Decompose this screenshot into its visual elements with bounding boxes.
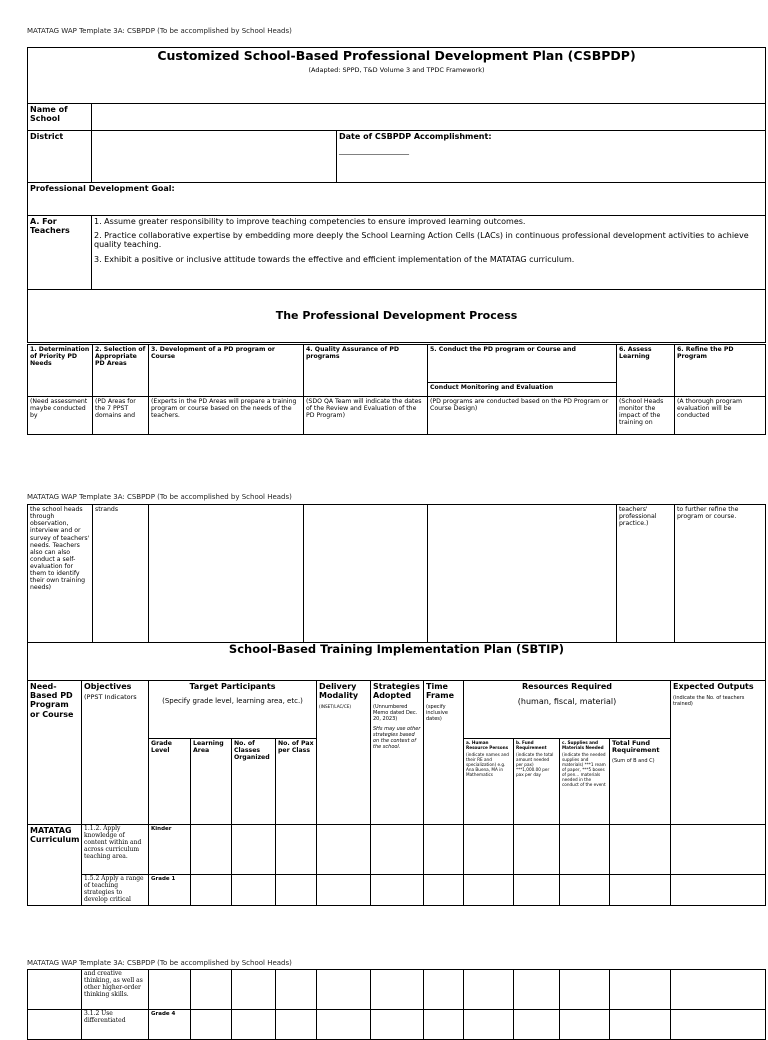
sbtip-expected-sub: (indicate the No. of teachers trained) [673, 695, 745, 708]
process-header-3: 3. Development of a PD program or Course [149, 345, 304, 397]
sbtip-cell[interactable] [191, 875, 232, 906]
process-cell-2: (PD Areas for the 7 PPST domains and [93, 397, 149, 435]
monitoring-header: Conduct Monitoring and Evaluation [428, 383, 617, 397]
for-teachers-label: A. For Teachers [28, 216, 92, 290]
sbtip-cell[interactable] [28, 970, 82, 1010]
sbtip-cell[interactable] [28, 1010, 82, 1040]
sbtip-cell[interactable] [671, 970, 766, 1010]
sbtip-res-c-header: c. Supplies and Materials Needed [562, 740, 604, 751]
process-cont-cell-5 [428, 505, 617, 643]
sbtip-time-header: Time Frame [426, 682, 455, 701]
date-label: Date of CSBPDP Accomplishment: [339, 132, 492, 141]
goal-label: Professional Development Goal: [28, 183, 766, 216]
process-cont-cell-6: teachers' professional practice.) [617, 505, 675, 643]
sbtip-cell[interactable] [610, 1010, 671, 1040]
sbtip-cell[interactable] [464, 875, 514, 906]
sbtip-program-name: MATATAG Curriculum [28, 825, 82, 906]
process-cont-cell-1: the school heads through observation, interview and or survey of teachers' needs. Teachers also can also conduct a self-evaluation for them to identify their own training needs) [28, 505, 93, 643]
process-table-cont [27, 504, 766, 681]
sbtip-title: School-Based Training Implementation Plan (SBTIP) [228, 642, 565, 656]
sbtip-strategies-header: Strategies Adopted [373, 682, 420, 701]
sbtip-cell[interactable] [464, 970, 514, 1010]
process-header-2: 2. Selection of Appropriate PD Areas [93, 345, 149, 397]
sbtip-resources-header: Resources Required [521, 682, 613, 691]
sbtip-objectives-sub: (PPST Indicators [84, 693, 137, 702]
sbtip-cell[interactable] [671, 825, 766, 875]
sbtip-cell[interactable] [276, 1010, 317, 1040]
sbtip-cell[interactable] [232, 1010, 276, 1040]
sbtip-total-header: Total Fund Requirement [612, 739, 660, 755]
goal-1: 1. Assume greater responsibility to improve teaching competencies to ensure improved learning outcomes. [94, 217, 526, 226]
sbtip-delivery-sub: (INSET/LAC/CE) [319, 704, 352, 710]
sbtip-cell[interactable] [464, 1010, 514, 1040]
sbtip-time-sub: (specify inclusive dates) [426, 704, 448, 723]
sbtip-target-sub: (Specify grade level, learning area, etc.) [162, 697, 303, 706]
sbtip-objective-1: 1.1.2. Apply knowledge of content within and across curriculum teaching area. [82, 825, 149, 875]
goal-2: 2. Practice collaborative expertise by embedding more deeply the School Learning Action Cells (LACs) in continuous professional development activities to achieve quality teaching. [94, 231, 749, 250]
sbtip-cell[interactable] [232, 970, 276, 1010]
sbtip-cell[interactable] [317, 825, 371, 875]
sbtip-grade-1: Kinder [149, 825, 191, 875]
district-field[interactable] [92, 131, 337, 183]
sbtip-total-sub: (Sum of B and C) [612, 757, 655, 764]
sbtip-area-header: Learning Area [191, 739, 232, 825]
sbtip-grade-4: Grade 4 [149, 1010, 191, 1040]
sbtip-cell[interactable] [424, 970, 464, 1010]
sbtip-res-a-header: a. Human Resource Persons [466, 740, 509, 751]
sbtip-cell[interactable] [276, 825, 317, 875]
process-cont-cell-7: to further refine the program or course. [675, 505, 766, 643]
sbtip-table [27, 680, 766, 906]
sbtip-res-a-sub: (indicate names and their RE and specialization) e.g. Ana Buena, MA in Mathematics [466, 752, 509, 778]
sbtip-cell[interactable] [232, 825, 276, 875]
sbtip-cell[interactable] [149, 970, 191, 1010]
page-header-3: MATATAG WAP Template 3A: CSBPDP (To be accomplished by School Heads) [27, 959, 292, 967]
sbtip-strategies-sub1: (Unnumbered Memo dated Dec. 20, 2023) [373, 704, 418, 723]
sbtip-cell[interactable] [671, 1010, 766, 1040]
sbtip-res-c-sub: (indicate the needed supplies and materials) ***1 ream of paper, ***5 boxes of pen... materials needed in the conduct of the event [562, 752, 606, 788]
sbtip-delivery-header: Delivery Modality [319, 682, 359, 701]
process-cell-1: (Need assessment maybe conducted by [28, 397, 93, 435]
sbtip-table-cont [27, 969, 766, 1040]
sbtip-cell[interactable] [191, 970, 232, 1010]
sbtip-expected-header: Expected Outputs [673, 682, 754, 691]
sbtip-grade-header: Grade Level [149, 739, 191, 825]
sbtip-cell[interactable] [560, 875, 610, 906]
sbtip-cell[interactable] [514, 1010, 560, 1040]
sbtip-resources-sub: (human, fiscal, material) [517, 697, 617, 707]
process-header-5: 5. Conduct the PD program or Course and [428, 345, 617, 383]
sbtip-cell[interactable] [371, 970, 424, 1010]
sbtip-cell[interactable] [191, 1010, 232, 1040]
sbtip-cell[interactable] [560, 970, 610, 1010]
csbpdp-subtitle: (Adapted: SPPD, T&D Volume 3 and TPDC Framework) [308, 66, 485, 75]
sbtip-cell[interactable] [514, 875, 560, 906]
sbtip-need-header: Need-Based PD Program or Course [28, 681, 82, 825]
csbpdp-title: Customized School-Based Professional Development Plan (CSBPDP) [157, 48, 636, 63]
sbtip-cell[interactable] [371, 875, 424, 906]
sbtip-cell[interactable] [560, 1010, 610, 1040]
process-cont-cell-3 [149, 505, 304, 643]
process-title: The Professional Development Process [275, 308, 518, 322]
date-blank: ____________________ [339, 147, 409, 156]
sbtip-cell[interactable] [514, 970, 560, 1010]
sbtip-cell[interactable] [424, 875, 464, 906]
sbtip-strategies-sub2: SHs may use other strategies based on the context of the school. [373, 726, 421, 751]
process-cont-cell-4 [304, 505, 428, 643]
sbtip-cell[interactable] [317, 1010, 371, 1040]
page-header-2: MATATAG WAP Template 3A: CSBPDP (To be accomplished by School Heads) [27, 493, 292, 501]
sbtip-cell[interactable] [276, 875, 317, 906]
sbtip-classes-header: No. of Classes Organized [232, 739, 276, 825]
sbtip-cell[interactable] [276, 970, 317, 1010]
sbtip-cell[interactable] [371, 1010, 424, 1040]
process-cell-6: (School Heads monitor the impact of the training on [617, 397, 675, 435]
sbtip-cell[interactable] [232, 875, 276, 906]
goal-3: 3. Exhibit a positive or inclusive attitude towards the effective and efficient implementation of the MATATAG curriculum. [94, 254, 575, 264]
process-cell-5: (PD programs are conducted based on the PD Program or Course Design) [428, 397, 617, 435]
process-table [27, 344, 766, 435]
name-of-school-field[interactable] [92, 104, 766, 131]
process-cell-7: (A thorough program evaluation will be conducted [675, 397, 766, 435]
sbtip-pax-header: No. of Pax per Class [276, 739, 317, 825]
process-cell-3: (Experts in the PD Areas will prepare a training program or course based on the needs of the teachers. [149, 397, 304, 435]
sbtip-cell[interactable] [317, 970, 371, 1010]
district-label: District [28, 131, 92, 183]
sbtip-target-header: Target Participants [189, 682, 276, 691]
sbtip-cell[interactable] [371, 825, 424, 875]
sbtip-objective-cont: and creative thinking, as well as other higher-order thinking skills. [82, 970, 149, 1010]
sbtip-cell[interactable] [514, 825, 560, 875]
sbtip-grade-2: Grade 1 [149, 875, 191, 906]
page-header: MATATAG WAP Template 3A: CSBPDP (To be accomplished by School Heads) [27, 27, 292, 35]
sbtip-res-b-sub: (indicate the total amount needed per pax) ***1,000.00 per pax per day [516, 752, 554, 778]
sbtip-cell[interactable] [464, 825, 514, 875]
process-header-7: 6. Refine the PD Program [675, 345, 766, 397]
sbtip-cell[interactable] [610, 825, 671, 875]
process-header-6: 6. Assess Learning [617, 345, 675, 397]
sbtip-cell[interactable] [424, 825, 464, 875]
sbtip-objective-3: 3.1.2 Use differentiated [82, 1010, 149, 1040]
csbpdp-table [27, 47, 766, 343]
sbtip-objective-2: 1.5.2 Apply a range of teaching strategies to develop critical [82, 875, 149, 906]
sbtip-res-b-header: b. Fund Requirement [516, 740, 547, 751]
date-cell[interactable] [337, 131, 766, 183]
sbtip-cell[interactable] [424, 1010, 464, 1040]
process-cont-cell-2: strands [93, 505, 149, 643]
sbtip-cell[interactable] [610, 970, 671, 1010]
name-of-school-label: Name of School [28, 104, 92, 131]
sbtip-cell[interactable] [191, 825, 232, 875]
sbtip-cell[interactable] [671, 875, 766, 906]
sbtip-cell[interactable] [610, 875, 671, 906]
process-header-4: 4. Quality Assurance of PD programs [304, 345, 428, 397]
sbtip-cell[interactable] [560, 825, 610, 875]
process-cell-4: (SDO QA Team will indicate the dates of the Review and Evaluation of the PD Program) [304, 397, 428, 435]
sbtip-cell[interactable] [317, 875, 371, 906]
sbtip-objectives-header: Objectives [84, 682, 132, 691]
process-header-1: 1. Determination of Priority PD Needs [28, 345, 93, 397]
